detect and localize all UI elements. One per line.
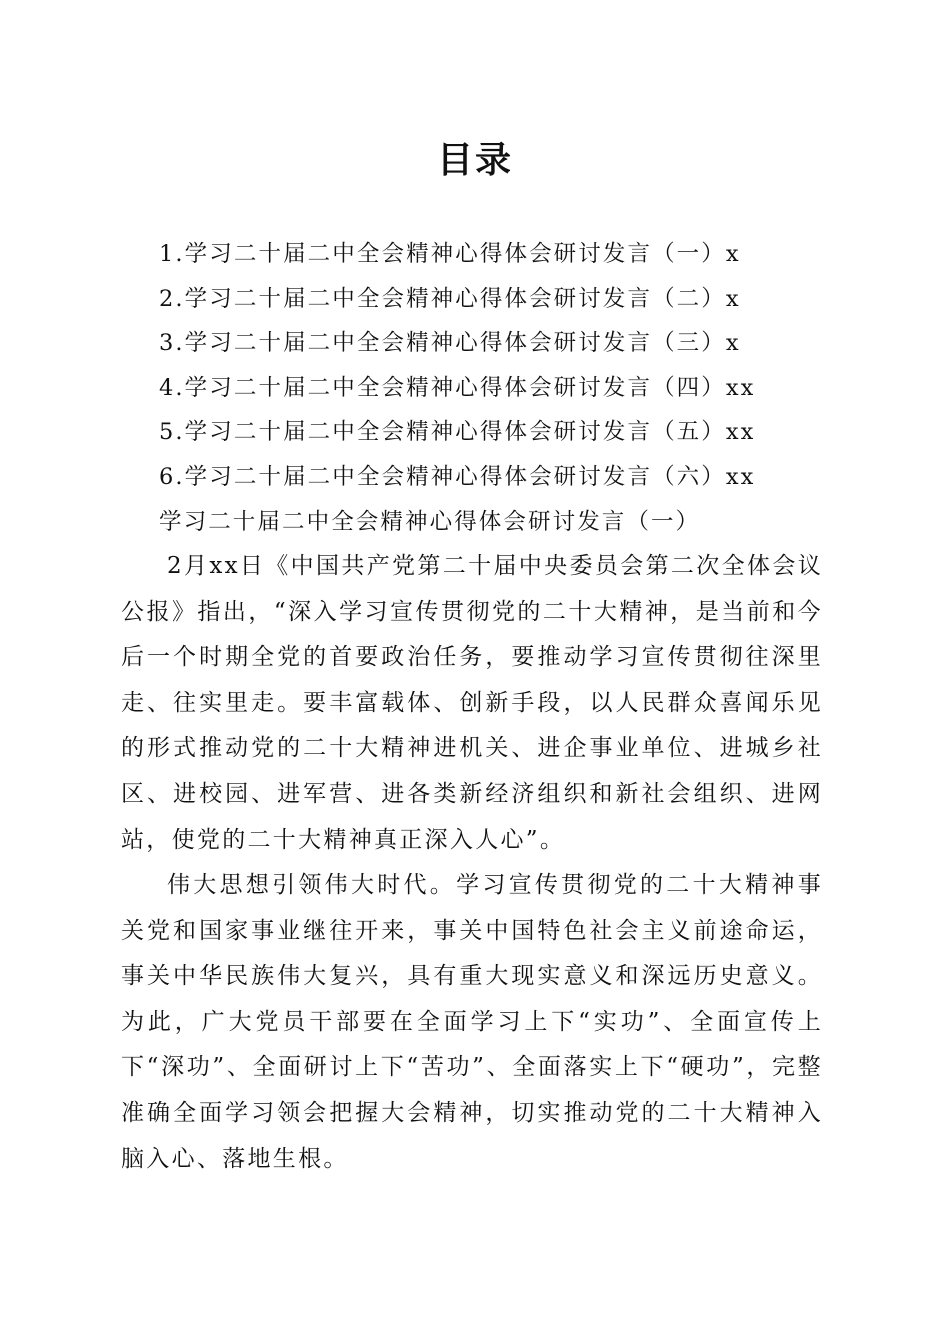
toc-item-6: 6.学习二十届二中全会精神心得体会研讨发言（六）xx <box>159 463 756 490</box>
section-heading: 学习二十届二中全会精神心得体会研讨发言（一） <box>159 509 701 535</box>
toc-item-1: 1.学习二十届二中全会精神心得体会研讨发言（一）x <box>159 241 741 267</box>
body-paragraph-1: 2月xx日《中国共产党第二十届中央委员会第二次全体会议公报》指出，“深入学习宣传贯彻党的二十大精神，是当前和今后一个时期全党的首要政治任务，要推动学习宣传贯彻往深里走、往实里走。要丰富载体、创新手段，以人民群众喜闻乐见的形式推动党的二十大精神进机关、进企事业单位、进城乡社区、进校园、进军营、进各类新经济组织和新社会组织、进网站，使党的二十大精神真正深入人心”。 <box>121 553 823 853</box>
table-of-contents <box>159 236 839 504</box>
page-title: 目录 <box>436 139 513 181</box>
toc-item-5: 5.学习二十届二中全会精神心得体会研讨发言（五）xx <box>159 419 756 446</box>
toc-item-2: 2.学习二十届二中全会精神心得体会研讨发言（二）x <box>159 285 741 312</box>
toc-item-3: 3.学习二十届二中全会精神心得体会研讨发言（三）x <box>159 330 741 357</box>
toc-item-4: 4.学习二十届二中全会精神心得体会研讨发言（四）xx <box>159 374 756 401</box>
body-paragraph-2: 伟大思想引领伟大时代。学习宣传贯彻党的二十大精神事关党和国家事业继往开来，事关中国特色社会主义前途命运，事关中华民族伟大复兴，具有重大现实意义和深远历史意义。为此，广大党员干部要在全面学习上下“实功”、全面宣传上下“深功”、全面研讨上下“苦功”、全面落实上下“硬功”，完整准确全面学习领会把握大会精神，切实推动党的二十大精神入脑入心、落地生根。 <box>121 872 823 1172</box>
